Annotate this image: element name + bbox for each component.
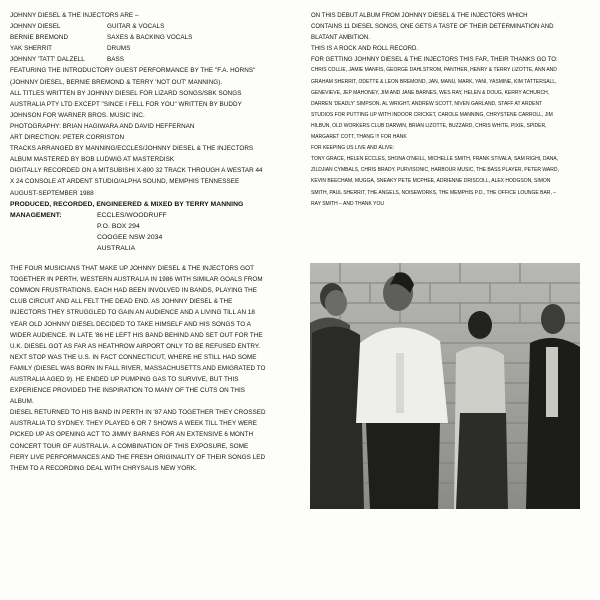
band-photo [310,263,580,509]
producer-credit: PRODUCED, RECORDED, ENGINEERED & MIXED BY TERRY MANNING [10,200,244,208]
bio-line: FIERY LIVE PERFORMANCES AND THE FRESH ORIGINALITY OF THEIR SONGS LED [10,453,266,461]
bio-line: THE FOUR MUSICIANS THAT MAKE UP JOHNNY DIESEL & THE INJECTORS GOT [10,265,254,273]
credit-line: ALL TITLES WRITTEN BY JOHNNY DIESEL FOR LIZARD SONGS/SBK SONGS [10,89,242,97]
bio-line: AUSTRALIA TO SYDNEY. THEY PLAYED 6 OR 7 SHOWS A WEEK TILL THEY WERE [10,420,258,428]
live-line: TONY GRACE, HELEN ECCLES, SHONA O'NEILL, MICHELLE SMITH, FRANK STIVALA, SAM RIGHI, DANA, [311,156,559,163]
credit-line: PHOTOGRAPHY: BRIAN HAGIWARA AND DAVID HEFFERNAN [10,122,195,130]
bio-line: CONCERT TOUR OF AUSTRALIA. A COMBINATION OF THIS EXPOSURE, SOME [10,442,249,450]
member-role: SAXES & BACKING VOCALS [107,34,193,42]
thanks-line: CHRIS COLLIE, JAMIE MANFIS, GEORGE DAHLSTROM, PANTHER, HENRY & TERRY LIZOTTE, ANN AND [311,67,557,74]
member-row [10,21,298,32]
bio-line: TOGETHER IN PERTH, WESTERN AUSTRALIA IN 1986 WITH SIMILAR GOALS FROM [10,276,263,284]
member-role: DRUMS [107,45,131,53]
thanks-line: STUDIOS FOR PUTTING UP WITH INDOOR CRICKET, CAROLE MANNING, CHRYSTENE CARROLL, JIM [311,111,553,118]
bio-line: THEM TO A RECORDING DEAL WITH CHRYSALIS NEW YORK. [10,464,197,472]
live-line: SMITH, PAUL SHERRIT, THE ANGELS, NOISEWORKS, THE MEMPHIS P.D., THE OFFICE LOUNGE BAR, – [311,189,556,196]
intro-line: CONTAINS 11 DIESEL SONGS, ONE GETS A TASTE OF THEIR DETERMINATION AND [311,23,554,31]
member-row [10,54,298,65]
band-photo-icon [310,263,580,509]
right-column [311,10,589,210]
thanks-line: HILBUN, OLD WORKERS CLUB DARWIN, BRIAN LIZOTTE, BUZZARD, CHRIS WHITE, PIXIE, SPIDER, [311,122,547,129]
credit-line: ART DIRECTION: PETER CORRISTON [10,134,125,142]
bio-line: YEAR OLD JOHNNY DIESEL DECIDED TO TAKE HIMSELF AND HIS SONGS TO A [10,320,251,328]
member-name: JOHNNY 'TATT' DALZELL [10,56,85,64]
bio-line: WIDER AUDIENCE. IN LATE '86 HE LEFT HIS BAND BEHIND AND SET OUT FOR THE [10,331,263,339]
bio-line: COMMON FRUSTRATIONS. EACH HAD BEEN INVOLVED IN BANDS, PLAYING THE [10,287,257,295]
member-name: BERNIE BREMOND [10,34,69,42]
credit-line: FEATURING THE INTRODUCTORY GUEST PERFORMANCE BY THE "F.A. HORNS" [10,67,256,75]
member-row [10,43,298,54]
live-heading: FOR KEEPING US LIVE AND ALIVE: [311,145,395,152]
bio-line: DIESEL RETURNED TO HIS BAND IN PERTH IN '87 AND TOGETHER THEY CROSSED [10,409,266,417]
bio-line: AUSTRALIA AGED 9). HE ENDED UP PUMPING GAS TO SURVIVE, BUT THIS [10,376,239,383]
credit-line: TRACKS ARRANGED BY MANNING/ECCLES/JOHNNY DIESEL & THE INJECTORS [10,145,254,153]
thanks-line: MARGARET COTT, THANG !!! FOR HANK [311,134,407,141]
credit-line: AUGUST-SEPTEMBER 1988 [10,189,94,197]
bio-line: EXPERIENCE PROVIDED THE INSPIRATION TO MANY OF THE CUTS ON THIS [10,387,246,395]
address-line: ECCLES/WOODRUFF [97,211,167,219]
management-block [10,210,298,254]
live-line: KEVIN BEECHAM, MUGGA, SNEAKY PETE MCPHEE, ADRIENNE DRISCOLL, ALEX HODGSON, SIMON [311,178,551,185]
address-line: COOGEE NSW 2034 [97,233,163,241]
bio-line: NEXT STOP WAS THE U.S. IN FACT CONNECTICUT, WHERE HE STILL HAD SOME [10,353,257,361]
member-row [10,32,298,43]
lineup-heading: JOHNNY DIESEL & THE INJECTORS ARE – [10,12,139,19]
credit-line: JOHNSON FOR WARNER BROS. MUSIC INC. [10,111,145,119]
bio-line: PICKED UP AS OPENING ACT TO JIMMY BARNES FOR AN EXTENSIVE 6 MONTH [10,431,254,439]
credit-line: ALBUM MASTERED BY BOB LUDWIG AT MASTERDISK [10,156,175,164]
credit-line: (JOHNNY DIESEL, BERNIE BREMOND & TERRY 'NOT OUT' MANNING). [10,78,223,86]
member-role: BASS [107,56,124,64]
member-name: YAK SHERRIT [10,45,53,53]
bio-line: CLUB CIRCUIT AND ALL FELT THE DEAD END. AS JOHNNY DIESEL & THE [10,298,233,306]
bio-line: INJECTORS THEY STRUGGLED TO GAIN AN AUDIENCE AND A LIVING TILL AN 18 [10,309,255,317]
member-role: GUITAR & VOCALS [107,23,165,31]
live-line: RAY SMITH – AND THANK YOU [311,200,384,207]
intro-line: BLATANT AMBITION. [311,34,370,42]
intro-line: ON THIS DEBUT ALBUM FROM JOHNNY DIESEL & THE INJECTORS WHICH [311,12,528,19]
intro-line: THIS IS A ROCK AND ROLL RECORD. [311,45,419,53]
live-line: ZILDJIAN CYMBALS, CHRIS BRADY, PURVISONIC, HARBOUR MUSIC, THE BASS PLAYER, PETER WARD, [311,167,559,174]
address-line: P.O. BOX 294 [97,222,140,230]
credit-line: X 24 CONSOLE AT ARDENT STUDIO/ALPHA SOUND, MEMPHIS TENNESSEE [10,178,240,186]
left-column [10,10,298,474]
bio-line: ALBUM. [10,398,34,406]
address-line: AUSTRALIA [97,244,136,252]
thanks-line: DARREN 'DEADLY' SIMPSON, AL WRIGHT, ANDREW SCOTT, NIVEN GARLAND, STAFF AT ARDENT [311,100,543,107]
thanks-line: GENEVIEVE, JEP MAHONEY, JIM AND JANE BARNES, WES RAY, HELEN & DOUG, KERRY ACHURCH, [311,89,550,96]
member-name: JOHNNY DIESEL [10,23,61,31]
management-address [97,210,167,254]
thanks-line: GRAHAM SHERRIT, ODETTE & LEON BREMOND, JAN, MANU, MARK, YANI, YASMINE, KIM TATTERSALL, [311,78,557,85]
bio-line: FAMILY (DIESEL WAS BORN IN FALL RIVER, MASSACHUSETTS AND EMIGRATED TO [10,364,266,372]
credit-line: DIGITALLY RECORDED ON A MITSUBISHI X-800 32 TRACK THROUGH A WESTAR 44 [10,167,263,175]
intro-line: FOR GETTING JOHNNY DIESEL & THE INJECTORS THIS FAR, THEIR THANKS GO TO: [311,56,558,64]
bio-line: U.K. DIESEL GOT AS FAR AS HEATHROW AIRPORT ONLY TO BE REFUSED ENTRY. [10,342,261,350]
credit-line: AUSTRALIA PTY LTD EXCEPT "SINCE I FELL FOR YOU" WRITTEN BY BUDDY [10,100,242,108]
management-label: MANAGEMENT: [10,211,62,219]
